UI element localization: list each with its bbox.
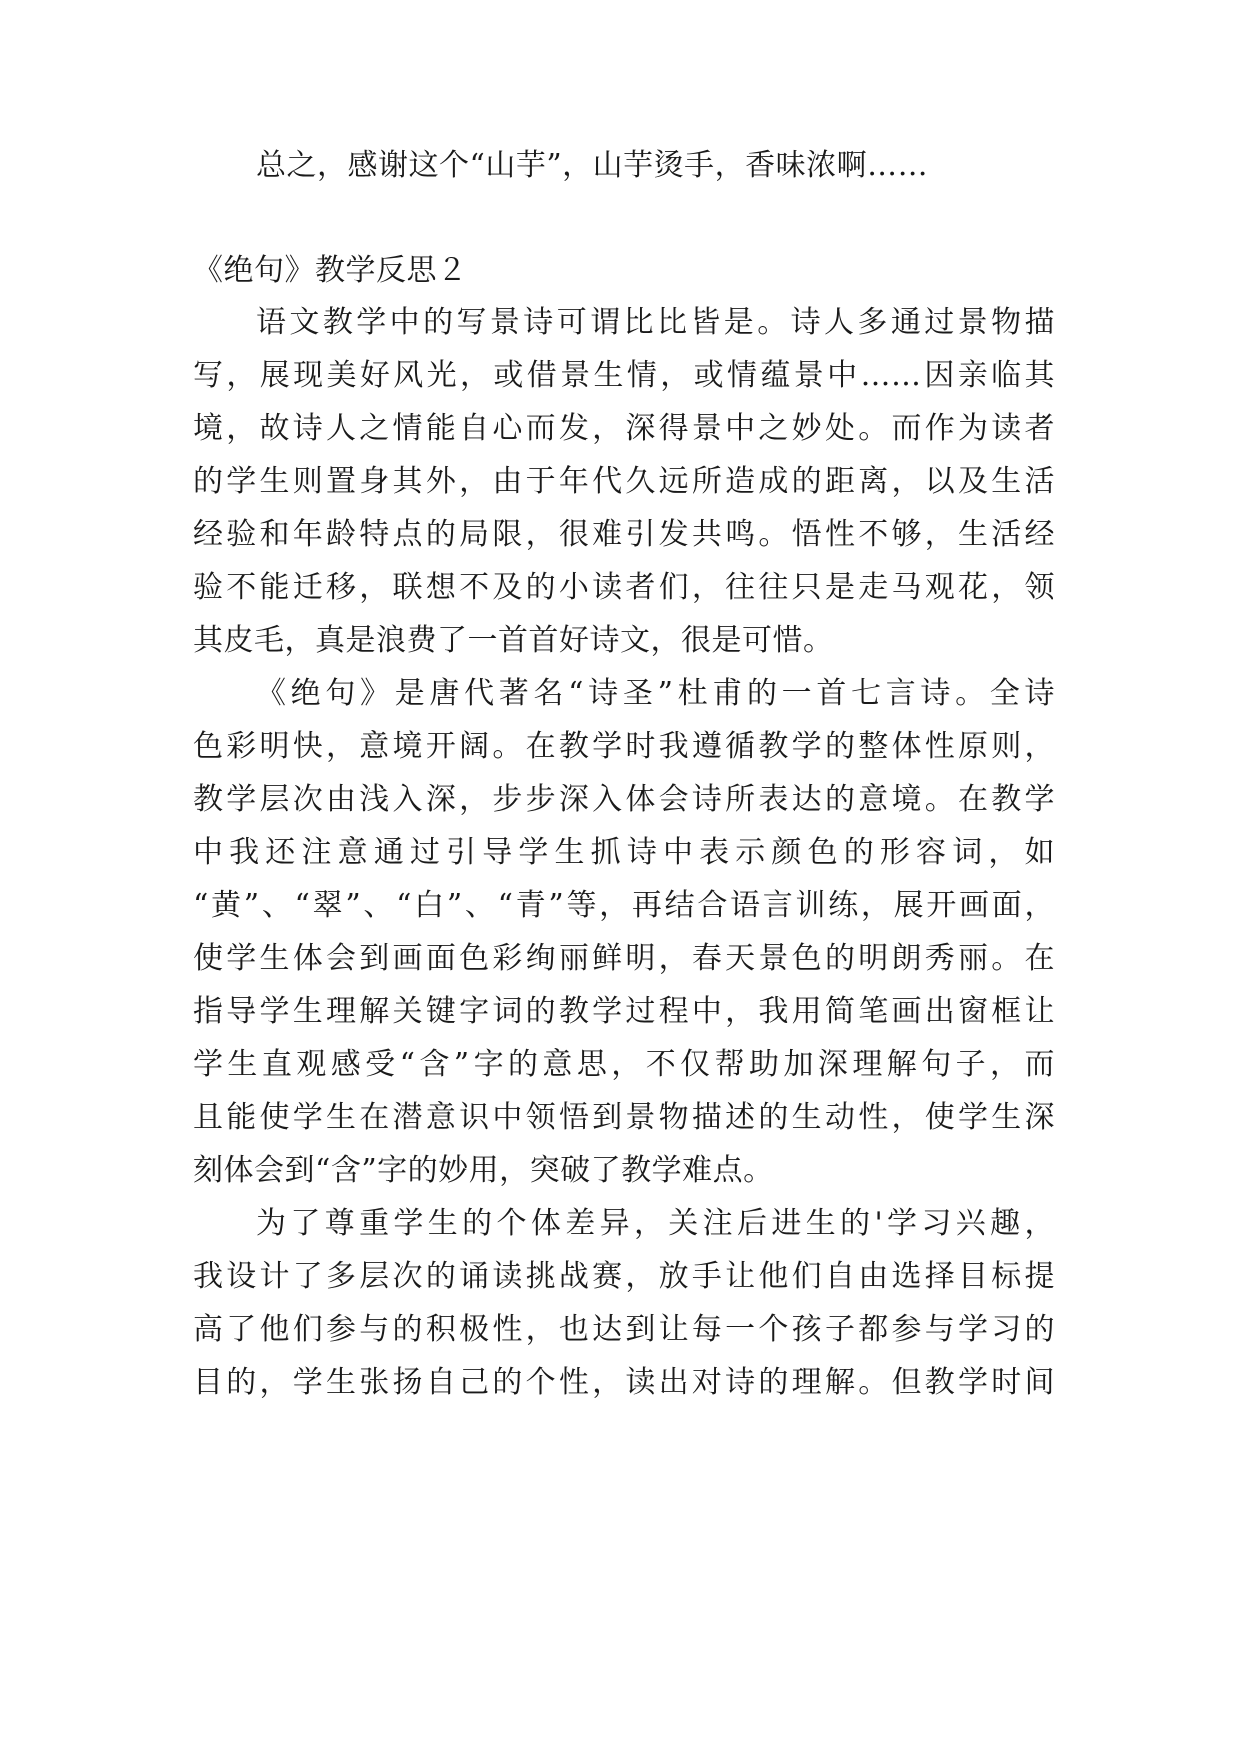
paragraph-2-line-9: 且能使学生在潜意识中领悟到景物描述的生动性，使学生深 bbox=[193, 1100, 1055, 1135]
paragraph-1-line-5: 经验和年龄特点的局限，很难引发共鸣。悟性不够，生活经 bbox=[193, 517, 1055, 552]
paragraph-3-line-2: 我设计了多层次的诵读挑战赛，放手让他们自由选择目标提 bbox=[193, 1259, 1055, 1294]
paragraph-3-line-4: 目的，学生张扬自己的个性，读出对诗的理解。但教学时间 bbox=[193, 1365, 1055, 1400]
paragraph-1-line-3: 境，故诗人之情能自心而发，深得景中之妙处。而作为读者 bbox=[193, 411, 1055, 446]
paragraph-2-line-1: 《绝句》是唐代著名“诗圣”杜甫的一首七言诗。全诗 bbox=[256, 676, 1055, 711]
paragraph-1-line-2: 写，展现美好风光，或借景生情，或情蕴景中……因亲临其 bbox=[193, 358, 1055, 393]
paragraph-1-line-7: 其皮毛，真是浪费了一首首好诗文，很是可惜。 bbox=[193, 623, 834, 658]
paragraph-3-line-1: 为了尊重学生的个体差异，关注后进生的'学习兴趣， bbox=[256, 1206, 1055, 1241]
paragraph-2-line-10: 刻体会到“含”字的妙用，突破了教学难点。 bbox=[193, 1153, 774, 1188]
paragraph-2-line-8: 学生直观感受“含”字的意思，不仅帮助加深理解句子，而 bbox=[193, 1047, 1055, 1082]
paragraph-2-line-5: “黄”、“翠”、“白”、“青”等，再结合语言训练，展开画面， bbox=[193, 888, 1055, 923]
paragraph-2-line-6: 使学生体会到画面色彩绚丽鲜明，春天景色的明朗秀丽。在 bbox=[193, 941, 1055, 976]
paragraph-1-line-4: 的学生则置身其外，由于年代久远所造成的距离，以及生活 bbox=[193, 464, 1055, 499]
paragraph-1-line-1: 语文教学中的写景诗可谓比比皆是。诗人多通过景物描 bbox=[256, 305, 1055, 340]
section-title: 《绝句》教学反思２ bbox=[193, 253, 468, 288]
paragraph-2-line-4: 中我还注意通过引导学生抓诗中表示颜色的形容词，如 bbox=[193, 835, 1055, 870]
paragraph-2-line-2: 色彩明快，意境开阔。在教学时我遵循教学的整体性原则， bbox=[193, 729, 1055, 764]
paragraph-2-line-7: 指导学生理解关键字词的教学过程中，我用简笔画出窗框让 bbox=[193, 994, 1055, 1029]
closing-line: 总之，感谢这个“山芋”，山芋烫手，香味浓啊…… bbox=[256, 148, 929, 183]
paragraph-2-line-3: 教学层次由浅入深，步步深入体会诗所表达的意境。在教学 bbox=[193, 782, 1055, 817]
paragraph-3-line-3: 高了他们参与的积极性，也达到让每一个孩子都参与学习的 bbox=[193, 1312, 1055, 1347]
paragraph-1-line-6: 验不能迁移，联想不及的小读者们，往往只是走马观花，领 bbox=[193, 570, 1055, 605]
